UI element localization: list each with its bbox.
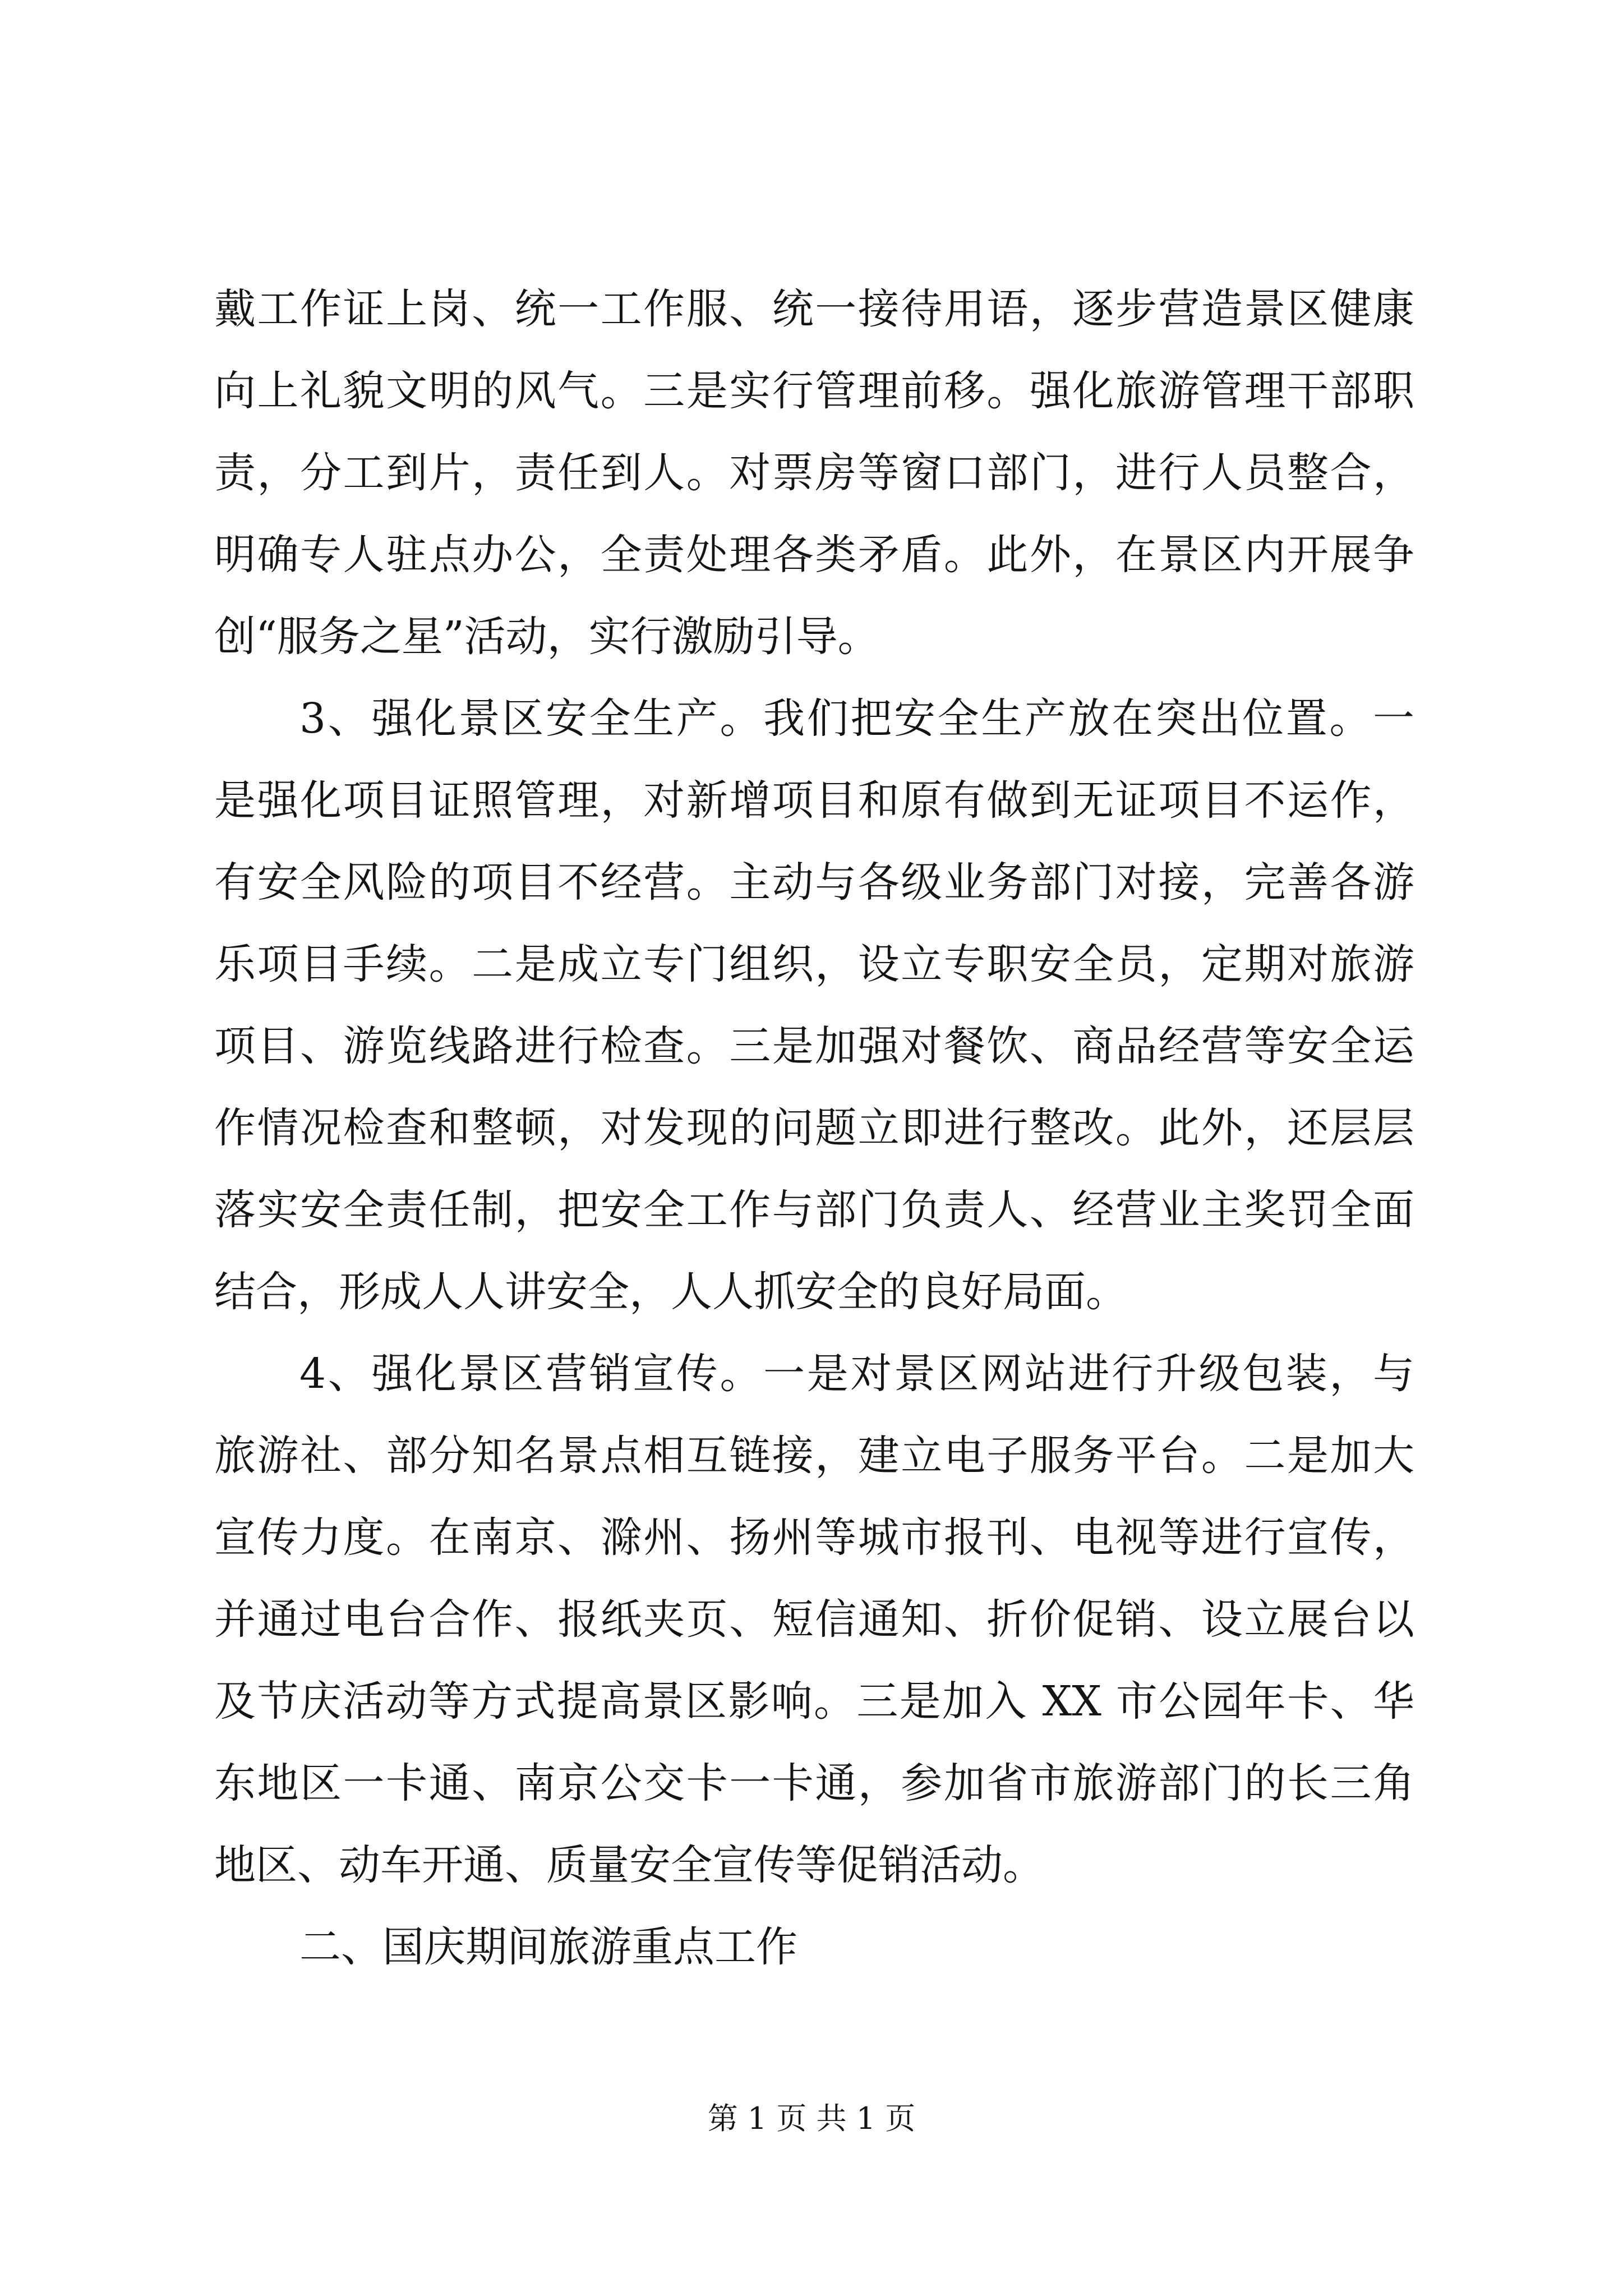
- text-line: 二、国庆期间旅游重点工作: [299, 1923, 797, 1971]
- text-line: 创“服务之星”活动，实行激励引导。: [214, 613, 879, 661]
- section-heading: [214, 1906, 1414, 1988]
- text-line: 乐项目手续。二是成立专门组织，设立专职安全员，定期对旅游: [214, 940, 1414, 988]
- paragraph: [214, 678, 1414, 1333]
- text-line: 并通过电台合作、报纸夹页、短信通知、折价促销、设立展台以: [214, 1595, 1414, 1644]
- text-line: 旅游社、部分知名景点相互链接，建立电子服务平台。二是加大: [214, 1432, 1414, 1480]
- text-line: 项目、游览线路进行检查。三是加强对餐饮、商品经营等安全运: [214, 1022, 1414, 1070]
- text-line: 明确专人驻点办公，全责处理各类矛盾。此外，在景区内开展争: [214, 531, 1414, 579]
- text-line: 及节庆活动等方式提高景区影响。三是加入 XX 市公园年卡、华: [214, 1677, 1414, 1726]
- paragraph: [214, 268, 1414, 678]
- text-line: 有安全风险的项目不经营。主动与各级业务部门对接，完善各游: [214, 858, 1414, 907]
- text-line: 责，分工到片，责任到人。对票房等窗口部门，进行人员整合，: [214, 449, 1414, 497]
- page-number: 第 1 页 共 1 页: [707, 2101, 916, 2136]
- text-line: 4、强化景区营销宣传。一是对景区网站进行升级包装，与: [299, 1350, 1414, 1398]
- text-line: 地区、动车开通、质量安全宣传等促销活动。: [214, 1841, 1044, 1889]
- text-line: 东地区一卡通、南京公交卡一卡通，参加省市旅游部门的长三角: [214, 1759, 1414, 1807]
- text-line: 戴工作证上岗、统一工作服、统一接待用语，逐步营造景区健康: [214, 285, 1414, 333]
- text-line: 3、强化景区安全生产。我们把安全生产放在突出位置。一: [299, 694, 1414, 743]
- text-line: 作情况检查和整顿，对发现的问题立即进行整改。此外，还层层: [214, 1104, 1414, 1152]
- paragraph: [214, 1333, 1414, 1906]
- text-line: 落实安全责任制，把安全工作与部门负责人、经营业主奖罚全面: [214, 1186, 1414, 1234]
- document-body: [214, 268, 1414, 1988]
- text-line: 是强化项目证照管理，对新增项目和原有做到无证项目不运作，: [214, 776, 1414, 825]
- text-line: 结合，形成人人讲安全，人人抓安全的良好局面。: [214, 1268, 1127, 1316]
- text-line: 宣传力度。在南京、滁州、扬州等城市报刊、电视等进行宣传，: [214, 1513, 1414, 1562]
- text-line: 向上礼貌文明的风气。三是实行管理前移。强化旅游管理干部职: [214, 367, 1414, 415]
